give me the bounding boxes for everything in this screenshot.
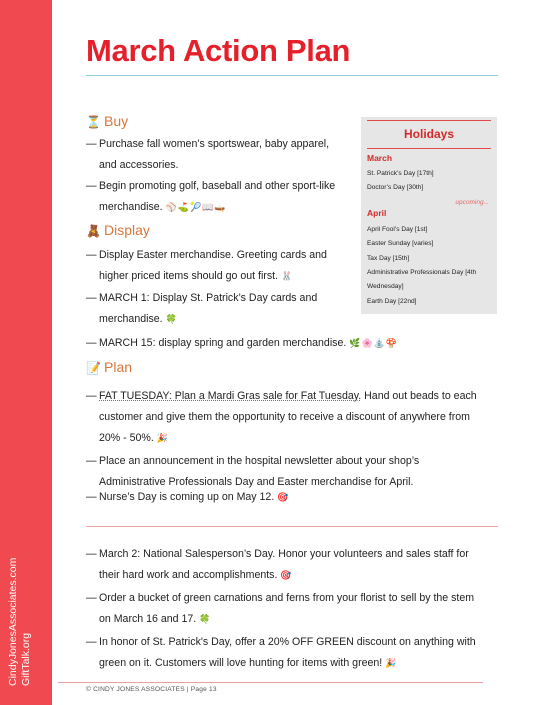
- list-item: — Purchase fall women’s sportswear, baby apparel, and accessories.: [86, 138, 330, 171]
- party-popper-icon: 🎉: [156, 433, 169, 443]
- holiday-item: Earth Day [22nd]: [367, 298, 417, 305]
- list-item-line: on March 16 and 17.: [99, 613, 197, 625]
- list-item-line: MARCH 15: display spring and garden merchandise.: [99, 337, 347, 349]
- holiday-item: Doctor’s Day [30th]: [367, 184, 424, 191]
- rabbit-icon: 🐰: [280, 271, 294, 281]
- clover-icon: 🍀: [165, 314, 178, 324]
- list-item-line: Administrative Professionals Day and Easter merchandise for April.: [99, 476, 414, 488]
- holiday-item: April Fool’s Day [1st]: [367, 226, 428, 233]
- section-display-label: Display: [104, 222, 150, 238]
- list-item: — MARCH 1: Display St. Patrick’s Day cards and merchandise. 🍀: [86, 292, 318, 325]
- list-item-line: In honor of St. Patrick's Day, offer a 20% OFF GREEN discount on anything with: [99, 636, 476, 648]
- holiday-item: Easter Sunday [varies]: [367, 240, 434, 247]
- list-item-line: and accessories.: [99, 159, 179, 171]
- list-item-line: customer and give them the opportunity to receive a discount of anywhere from: [99, 411, 470, 423]
- list-item-line: MARCH 1: Display St. Patrick’s Day cards and: [99, 292, 318, 304]
- holiday-item: Tax Day [15th]: [367, 255, 410, 262]
- holidays-month-march: March: [367, 153, 393, 163]
- list-item: — Place an announcement in the hospital newsletter about your shop’s Administrative Professionals Day and Easter merchandise for April.: [86, 455, 420, 488]
- section-plan-label: Plan: [104, 359, 133, 375]
- list-item: — Order a bucket of green carnations and ferns from your florist to sell by the stem on March 16 and 17. 🍀: [86, 592, 475, 625]
- teddy-bear-icon: 🧸: [86, 224, 101, 238]
- footer-divider: [58, 682, 483, 683]
- section-divider: [86, 526, 498, 527]
- list-item: — March 2: National Salesperson’s Day. Honor your volunteers and sales staff for their hard work and accomplishments. 🎯: [86, 548, 469, 581]
- title-divider: [86, 75, 498, 76]
- holidays-month-april: April: [367, 208, 387, 218]
- list-item: — Begin promoting golf, baseball and other sport-like merchandise. ⚾⛳🎾📖🛶: [86, 180, 336, 213]
- sidebar-line-2[interactable]: GiftTalk.org: [20, 632, 32, 686]
- section-buy-label: Buy: [104, 113, 129, 129]
- list-item: — FAT TUESDAY: Plan a Mardi Gras sale for Fat Tuesday. Hand out beads to each customer and give them the opportunity to receive a discount of anywhere from 20% - 50%. 🎉: [86, 390, 477, 444]
- holiday-item: St. Patrick’s Day [17th]: [367, 170, 434, 177]
- section-buy-heading: [86, 113, 128, 129]
- hourglass-icon: ⏳: [86, 115, 101, 129]
- list-item-line: Hand out beads to each: [361, 390, 477, 402]
- sidebar-line-1[interactable]: CindyJonesAssociates.com: [7, 557, 19, 686]
- list-item-line: Display Easter merchandise. Greeting cards and: [99, 249, 327, 261]
- list-item-line: 20% - 50%.: [99, 432, 154, 444]
- sidebar: [0, 0, 52, 705]
- sports-emoji-icons: ⚾⛳🎾📖🛶: [165, 202, 227, 212]
- list-item-line: green on it. Customers will love hunting for items with green!: [99, 657, 383, 669]
- list-item-line: Place an announcement in the hospital newsletter about your shop’s: [99, 455, 420, 467]
- list-item-line: their hard work and accomplishments.: [99, 569, 278, 581]
- target-icon: 🎯: [280, 570, 293, 580]
- section-display-heading: [86, 222, 150, 238]
- list-item-line: March 2: National Salesperson’s Day. Honor your volunteers and sales staff for: [99, 548, 469, 560]
- memo-icon: 📝: [86, 361, 101, 375]
- holidays-title: Holidays: [403, 127, 454, 141]
- holiday-item: Wednesday]: [367, 283, 404, 290]
- list-item-line: Nurse’s Day is coming up on May 12.: [99, 491, 275, 503]
- list-item: — In honor of St. Patrick's Day, offer a 20% OFF GREEN discount on anything with green on it. Customers will love hunting for items with green! 🎉: [86, 636, 476, 669]
- fat-tuesday-lead: FAT TUESDAY: Plan a Mardi Gras sale for Fat Tuesday.: [99, 390, 362, 402]
- list-item-line: Begin promoting golf, baseball and other sport-like: [99, 180, 336, 192]
- page-title: March Action Plan: [86, 33, 351, 68]
- list-item: — MARCH 15: display spring and garden merchandise. 🌿🌸⛲🍄: [86, 337, 399, 349]
- holiday-item: Administrative Professionals Day [4th: [367, 269, 477, 276]
- holidays-upcoming-label: upcoming...: [455, 199, 489, 206]
- garden-emoji-icons: 🌿🌸⛲🍄: [349, 338, 399, 348]
- list-item-line: Order a bucket of green carnations and ferns from your florist to sell by the stem: [99, 592, 475, 604]
- clover-icon: 🍀: [199, 614, 212, 624]
- holidays-top-rule: [367, 120, 491, 121]
- list-item-line: higher priced items should go out first.: [99, 270, 279, 282]
- section-plan-heading: [86, 359, 132, 375]
- page-footer: © CINDY JONES ASSOCIATES | Page 13: [86, 686, 217, 693]
- list-item: — Display Easter merchandise. Greeting cards and higher priced items should go out first. 🐰: [86, 249, 327, 282]
- target-icon: 🎯: [277, 492, 290, 502]
- sidebar-website-text: [7, 526, 33, 686]
- party-popper-icon: 🎉: [385, 658, 398, 668]
- holidays-title-rule: [367, 148, 491, 149]
- holidays-sidebar-box: [361, 117, 497, 314]
- list-item-line: merchandise.: [99, 313, 163, 325]
- list-item: — Nurse’s Day is coming up on May 12. 🎯: [86, 491, 290, 503]
- list-item-line: Purchase fall women’s sportswear, baby apparel,: [99, 138, 330, 150]
- list-item-line: merchandise.: [99, 201, 163, 213]
